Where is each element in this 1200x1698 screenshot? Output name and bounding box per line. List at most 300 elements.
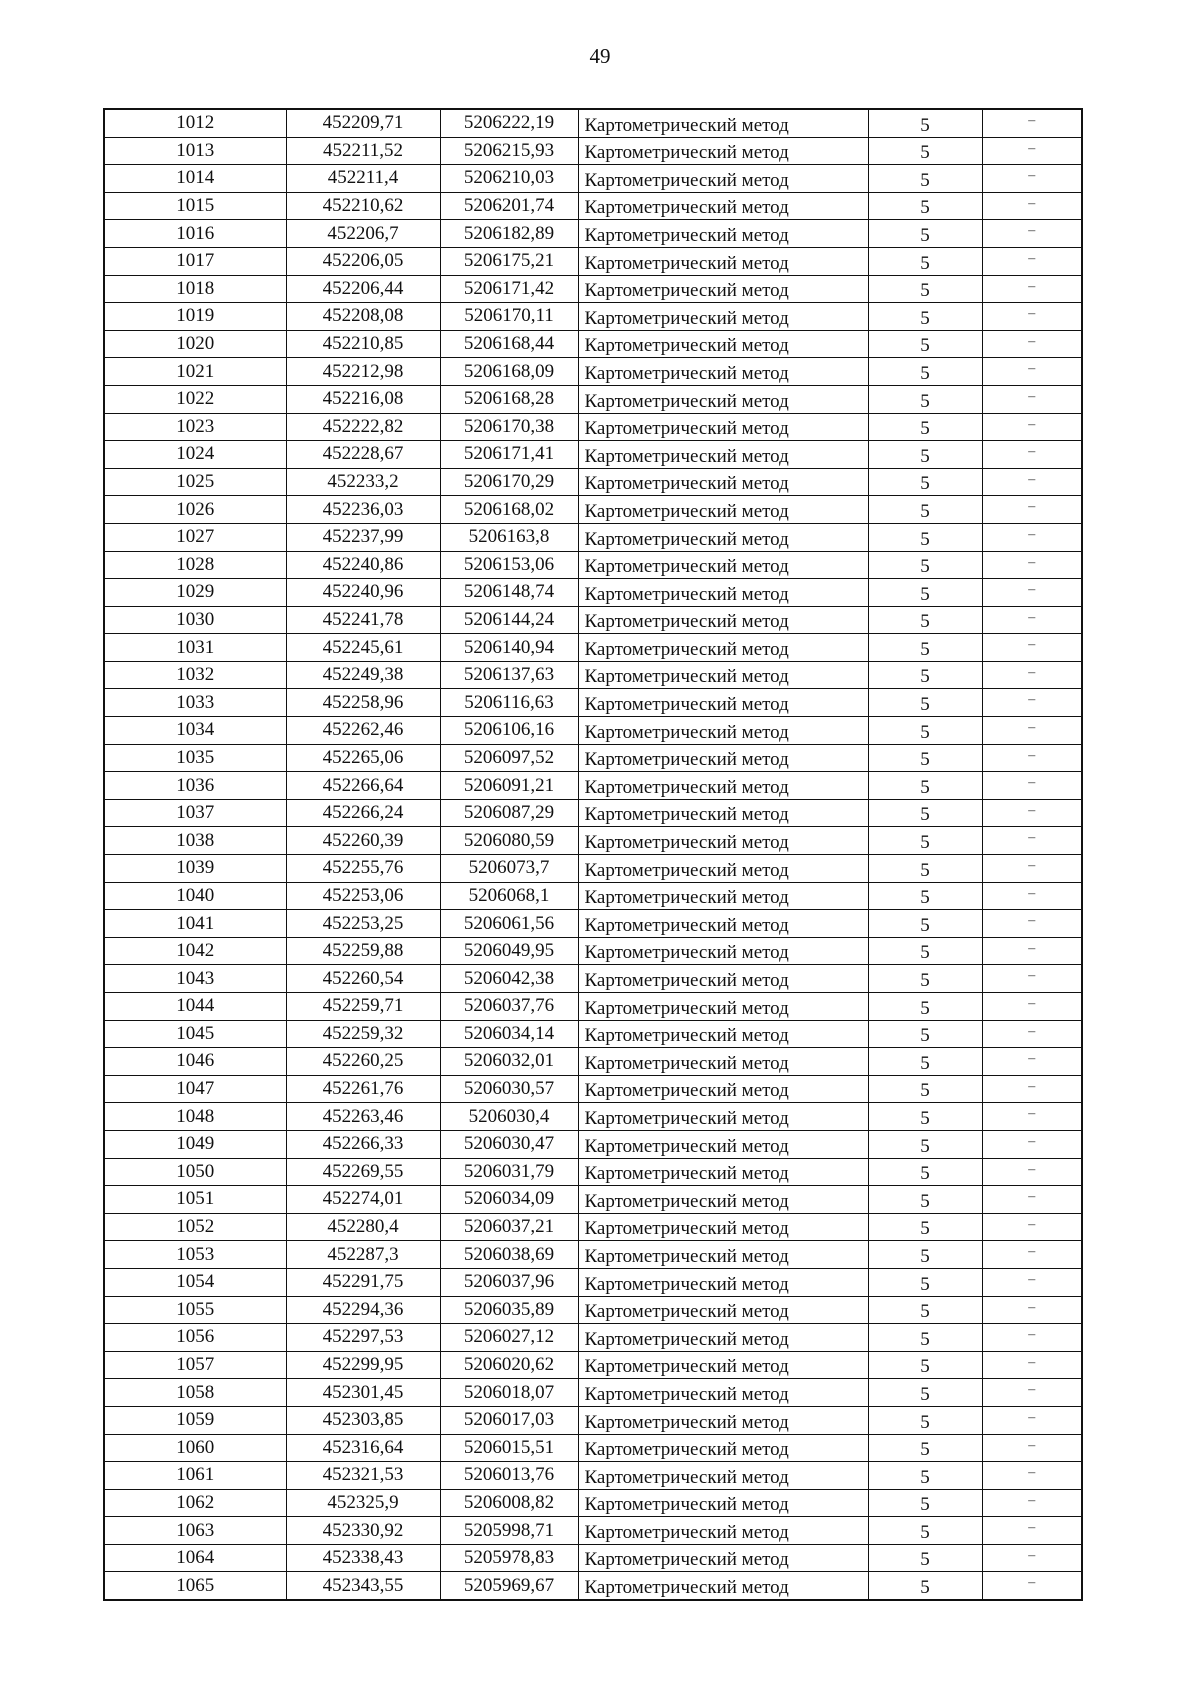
- y-coordinate-cell: 5206182,89: [440, 220, 578, 248]
- method-cell: Картометрический метод: [578, 634, 868, 662]
- x-coordinate-cell: 452259,88: [286, 937, 440, 965]
- accuracy-cell: 5: [868, 441, 982, 469]
- point-number-cell: 1032: [104, 661, 286, 689]
- method-cell: Картометрический метод: [578, 882, 868, 910]
- y-coordinate-cell: 5206008,82: [440, 1489, 578, 1517]
- accuracy-cell: 5: [868, 385, 982, 413]
- note-cell: –: [982, 1434, 1082, 1462]
- method-cell: Картометрический метод: [578, 330, 868, 358]
- table-row: [104, 247, 1082, 275]
- point-number-cell: 1042: [104, 937, 286, 965]
- accuracy-cell: 5: [868, 1434, 982, 1462]
- table-row: [104, 606, 1082, 634]
- method-cell: Картометрический метод: [578, 1296, 868, 1324]
- y-coordinate-cell: 5206168,28: [440, 385, 578, 413]
- y-coordinate-cell: 5206073,7: [440, 855, 578, 883]
- point-number-cell: 1019: [104, 303, 286, 331]
- note-cell: –: [982, 1241, 1082, 1269]
- note-cell: –: [982, 965, 1082, 993]
- y-coordinate-cell: 5206137,63: [440, 661, 578, 689]
- table-row: [104, 661, 1082, 689]
- x-coordinate-cell: 452211,52: [286, 137, 440, 165]
- y-coordinate-cell: 5206034,09: [440, 1186, 578, 1214]
- method-cell: Картометрический метод: [578, 579, 868, 607]
- point-number-cell: 1014: [104, 165, 286, 193]
- table-row: [104, 827, 1082, 855]
- x-coordinate-cell: 452269,55: [286, 1158, 440, 1186]
- point-number-cell: 1046: [104, 1048, 286, 1076]
- note-cell: –: [982, 1517, 1082, 1545]
- table-row: [104, 109, 1082, 137]
- method-cell: Картометрический метод: [578, 855, 868, 883]
- note-cell: –: [982, 385, 1082, 413]
- accuracy-cell: 5: [868, 634, 982, 662]
- x-coordinate-cell: 452294,36: [286, 1296, 440, 1324]
- x-coordinate-cell: 452212,98: [286, 358, 440, 386]
- note-cell: –: [982, 799, 1082, 827]
- point-number-cell: 1033: [104, 689, 286, 717]
- point-number-cell: 1062: [104, 1489, 286, 1517]
- note-cell: –: [982, 220, 1082, 248]
- y-coordinate-cell: 5206037,96: [440, 1268, 578, 1296]
- x-coordinate-cell: 452206,05: [286, 247, 440, 275]
- point-number-cell: 1015: [104, 192, 286, 220]
- x-coordinate-cell: 452303,85: [286, 1406, 440, 1434]
- table-row: [104, 275, 1082, 303]
- y-coordinate-cell: 5206031,79: [440, 1158, 578, 1186]
- table-row: [104, 441, 1082, 469]
- table-row: [104, 220, 1082, 248]
- point-number-cell: 1059: [104, 1406, 286, 1434]
- note-cell: –: [982, 717, 1082, 745]
- y-coordinate-cell: 5205998,71: [440, 1517, 578, 1545]
- accuracy-cell: 5: [868, 1186, 982, 1214]
- table-row: [104, 1241, 1082, 1269]
- x-coordinate-cell: 452253,25: [286, 910, 440, 938]
- x-coordinate-cell: 452211,4: [286, 165, 440, 193]
- method-cell: Картометрический метод: [578, 523, 868, 551]
- x-coordinate-cell: 452206,44: [286, 275, 440, 303]
- x-coordinate-cell: 452280,4: [286, 1213, 440, 1241]
- accuracy-cell: 5: [868, 247, 982, 275]
- accuracy-cell: 5: [868, 579, 982, 607]
- point-number-cell: 1049: [104, 1130, 286, 1158]
- table-row: [104, 634, 1082, 662]
- x-coordinate-cell: 452261,76: [286, 1075, 440, 1103]
- note-cell: –: [982, 579, 1082, 607]
- point-number-cell: 1056: [104, 1324, 286, 1352]
- point-number-cell: 1060: [104, 1434, 286, 1462]
- note-cell: –: [982, 496, 1082, 524]
- method-cell: Картометрический метод: [578, 413, 868, 441]
- y-coordinate-cell: 5206018,07: [440, 1379, 578, 1407]
- y-coordinate-cell: 5206068,1: [440, 882, 578, 910]
- x-coordinate-cell: 452325,9: [286, 1489, 440, 1517]
- method-cell: Картометрический метод: [578, 799, 868, 827]
- point-number-cell: 1050: [104, 1158, 286, 1186]
- accuracy-cell: 5: [868, 137, 982, 165]
- point-number-cell: 1030: [104, 606, 286, 634]
- table-row: [104, 330, 1082, 358]
- x-coordinate-cell: 452222,82: [286, 413, 440, 441]
- x-coordinate-cell: 452237,99: [286, 523, 440, 551]
- accuracy-cell: 5: [868, 1296, 982, 1324]
- accuracy-cell: 5: [868, 993, 982, 1021]
- table-row: [104, 165, 1082, 193]
- y-coordinate-cell: 5206013,76: [440, 1462, 578, 1490]
- note-cell: –: [982, 358, 1082, 386]
- table-row: [104, 1489, 1082, 1517]
- note-cell: –: [982, 303, 1082, 331]
- note-cell: –: [982, 1462, 1082, 1490]
- table-row: [104, 385, 1082, 413]
- note-cell: –: [982, 137, 1082, 165]
- table-row: [104, 579, 1082, 607]
- x-coordinate-cell: 452210,62: [286, 192, 440, 220]
- x-coordinate-cell: 452259,71: [286, 993, 440, 1021]
- y-coordinate-cell: 5205969,67: [440, 1572, 578, 1600]
- coordinates-table-body: [104, 109, 1082, 1600]
- method-cell: Картометрический метод: [578, 192, 868, 220]
- note-cell: –: [982, 275, 1082, 303]
- method-cell: Картометрический метод: [578, 303, 868, 331]
- method-cell: Картометрический метод: [578, 1517, 868, 1545]
- method-cell: Картометрический метод: [578, 937, 868, 965]
- x-coordinate-cell: 452263,46: [286, 1103, 440, 1131]
- method-cell: Картометрический метод: [578, 358, 868, 386]
- x-coordinate-cell: 452240,96: [286, 579, 440, 607]
- note-cell: –: [982, 661, 1082, 689]
- note-cell: –: [982, 1048, 1082, 1076]
- method-cell: Картометрический метод: [578, 1103, 868, 1131]
- y-coordinate-cell: 5206087,29: [440, 799, 578, 827]
- method-cell: Картометрический метод: [578, 468, 868, 496]
- point-number-cell: 1054: [104, 1268, 286, 1296]
- accuracy-cell: 5: [868, 1544, 982, 1572]
- x-coordinate-cell: 452301,45: [286, 1379, 440, 1407]
- method-cell: Картометрический метод: [578, 1130, 868, 1158]
- method-cell: Картометрический метод: [578, 1462, 868, 1490]
- y-coordinate-cell: 5206201,74: [440, 192, 578, 220]
- method-cell: Картометрический метод: [578, 1324, 868, 1352]
- accuracy-cell: 5: [868, 413, 982, 441]
- x-coordinate-cell: 452208,08: [286, 303, 440, 331]
- accuracy-cell: 5: [868, 1379, 982, 1407]
- accuracy-cell: 5: [868, 1130, 982, 1158]
- note-cell: –: [982, 413, 1082, 441]
- note-cell: –: [982, 606, 1082, 634]
- note-cell: –: [982, 910, 1082, 938]
- point-number-cell: 1021: [104, 358, 286, 386]
- x-coordinate-cell: 452236,03: [286, 496, 440, 524]
- table-row: [104, 1186, 1082, 1214]
- note-cell: –: [982, 744, 1082, 772]
- point-number-cell: 1064: [104, 1544, 286, 1572]
- x-coordinate-cell: 452210,85: [286, 330, 440, 358]
- note-cell: –: [982, 1489, 1082, 1517]
- y-coordinate-cell: 5206038,69: [440, 1241, 578, 1269]
- y-coordinate-cell: 5206030,57: [440, 1075, 578, 1103]
- table-row: [104, 993, 1082, 1021]
- table-row: [104, 1324, 1082, 1352]
- x-coordinate-cell: 452260,25: [286, 1048, 440, 1076]
- y-coordinate-cell: 5206170,29: [440, 468, 578, 496]
- table-row: [104, 137, 1082, 165]
- y-coordinate-cell: 5206175,21: [440, 247, 578, 275]
- method-cell: Картометрический метод: [578, 1544, 868, 1572]
- table-row: [104, 1351, 1082, 1379]
- table-row: [104, 744, 1082, 772]
- method-cell: Картометрический метод: [578, 1489, 868, 1517]
- point-number-cell: 1048: [104, 1103, 286, 1131]
- table-row: [104, 523, 1082, 551]
- x-coordinate-cell: 452262,46: [286, 717, 440, 745]
- note-cell: –: [982, 634, 1082, 662]
- accuracy-cell: 5: [868, 496, 982, 524]
- accuracy-cell: 5: [868, 1103, 982, 1131]
- table-row: [104, 1020, 1082, 1048]
- accuracy-cell: 5: [868, 717, 982, 745]
- y-coordinate-cell: 5206106,16: [440, 717, 578, 745]
- method-cell: Картометрический метод: [578, 551, 868, 579]
- y-coordinate-cell: 5206170,38: [440, 413, 578, 441]
- table-row: [104, 413, 1082, 441]
- point-number-cell: 1017: [104, 247, 286, 275]
- x-coordinate-cell: 452241,78: [286, 606, 440, 634]
- y-coordinate-cell: 5206034,14: [440, 1020, 578, 1048]
- accuracy-cell: 5: [868, 772, 982, 800]
- x-coordinate-cell: 452321,53: [286, 1462, 440, 1490]
- method-cell: Картометрический метод: [578, 496, 868, 524]
- x-coordinate-cell: 452216,08: [286, 385, 440, 413]
- note-cell: –: [982, 1544, 1082, 1572]
- x-coordinate-cell: 452249,38: [286, 661, 440, 689]
- method-cell: Картометрический метод: [578, 1158, 868, 1186]
- x-coordinate-cell: 452266,64: [286, 772, 440, 800]
- x-coordinate-cell: 452338,43: [286, 1544, 440, 1572]
- note-cell: –: [982, 882, 1082, 910]
- accuracy-cell: 5: [868, 1572, 982, 1600]
- table-row: [104, 192, 1082, 220]
- accuracy-cell: 5: [868, 1406, 982, 1434]
- accuracy-cell: 5: [868, 192, 982, 220]
- accuracy-cell: 5: [868, 551, 982, 579]
- point-number-cell: 1053: [104, 1241, 286, 1269]
- point-number-cell: 1027: [104, 523, 286, 551]
- table-row: [104, 937, 1082, 965]
- y-coordinate-cell: 5206061,56: [440, 910, 578, 938]
- point-number-cell: 1013: [104, 137, 286, 165]
- method-cell: Картометрический метод: [578, 1048, 868, 1076]
- method-cell: Картометрический метод: [578, 1075, 868, 1103]
- method-cell: Картометрический метод: [578, 910, 868, 938]
- note-cell: –: [982, 1572, 1082, 1600]
- table-row: [104, 1406, 1082, 1434]
- y-coordinate-cell: 5206030,47: [440, 1130, 578, 1158]
- point-number-cell: 1052: [104, 1213, 286, 1241]
- accuracy-cell: 5: [868, 661, 982, 689]
- point-number-cell: 1055: [104, 1296, 286, 1324]
- point-number-cell: 1028: [104, 551, 286, 579]
- method-cell: Картометрический метод: [578, 717, 868, 745]
- note-cell: –: [982, 1406, 1082, 1434]
- y-coordinate-cell: 5206091,21: [440, 772, 578, 800]
- x-coordinate-cell: 452274,01: [286, 1186, 440, 1214]
- point-number-cell: 1041: [104, 910, 286, 938]
- point-number-cell: 1040: [104, 882, 286, 910]
- x-coordinate-cell: 452266,24: [286, 799, 440, 827]
- table-row: [104, 496, 1082, 524]
- point-number-cell: 1018: [104, 275, 286, 303]
- point-number-cell: 1031: [104, 634, 286, 662]
- method-cell: Картометрический метод: [578, 275, 868, 303]
- x-coordinate-cell: 452253,06: [286, 882, 440, 910]
- accuracy-cell: 5: [868, 1020, 982, 1048]
- method-cell: Картометрический метод: [578, 1434, 868, 1462]
- accuracy-cell: 5: [868, 1351, 982, 1379]
- note-cell: –: [982, 192, 1082, 220]
- point-number-cell: 1061: [104, 1462, 286, 1490]
- point-number-cell: 1024: [104, 441, 286, 469]
- accuracy-cell: 5: [868, 358, 982, 386]
- table-row: [104, 1130, 1082, 1158]
- coordinates-table: [103, 108, 1083, 1601]
- table-row: [104, 1517, 1082, 1545]
- x-coordinate-cell: 452287,3: [286, 1241, 440, 1269]
- method-cell: Картометрический метод: [578, 744, 868, 772]
- method-cell: Картометрический метод: [578, 1241, 868, 1269]
- x-coordinate-cell: 452206,7: [286, 220, 440, 248]
- y-coordinate-cell: 5206116,63: [440, 689, 578, 717]
- x-coordinate-cell: 452291,75: [286, 1268, 440, 1296]
- page-number: 49: [589, 44, 611, 68]
- accuracy-cell: 5: [868, 165, 982, 193]
- table-row: [104, 551, 1082, 579]
- accuracy-cell: 5: [868, 1268, 982, 1296]
- point-number-cell: 1063: [104, 1517, 286, 1545]
- note-cell: –: [982, 165, 1082, 193]
- table-row: [104, 1462, 1082, 1490]
- note-cell: –: [982, 247, 1082, 275]
- y-coordinate-cell: 5206015,51: [440, 1434, 578, 1462]
- point-number-cell: 1038: [104, 827, 286, 855]
- method-cell: Картометрический метод: [578, 109, 868, 137]
- point-number-cell: 1020: [104, 330, 286, 358]
- point-number-cell: 1044: [104, 993, 286, 1021]
- x-coordinate-cell: 452297,53: [286, 1324, 440, 1352]
- accuracy-cell: 5: [868, 744, 982, 772]
- point-number-cell: 1065: [104, 1572, 286, 1600]
- method-cell: Картометрический метод: [578, 772, 868, 800]
- table-row: [104, 717, 1082, 745]
- note-cell: –: [982, 772, 1082, 800]
- method-cell: Картометрический метод: [578, 1406, 868, 1434]
- x-coordinate-cell: 452266,33: [286, 1130, 440, 1158]
- note-cell: –: [982, 468, 1082, 496]
- accuracy-cell: 5: [868, 220, 982, 248]
- method-cell: Картометрический метод: [578, 965, 868, 993]
- note-cell: –: [982, 109, 1082, 137]
- x-coordinate-cell: 452330,92: [286, 1517, 440, 1545]
- y-coordinate-cell: 5205978,83: [440, 1544, 578, 1572]
- accuracy-cell: 5: [868, 109, 982, 137]
- note-cell: –: [982, 827, 1082, 855]
- method-cell: Картометрический метод: [578, 1268, 868, 1296]
- accuracy-cell: 5: [868, 689, 982, 717]
- note-cell: –: [982, 1130, 1082, 1158]
- y-coordinate-cell: 5206037,21: [440, 1213, 578, 1241]
- y-coordinate-cell: 5206222,19: [440, 109, 578, 137]
- accuracy-cell: 5: [868, 606, 982, 634]
- method-cell: Картометрический метод: [578, 606, 868, 634]
- table-row: [104, 1213, 1082, 1241]
- note-cell: –: [982, 1020, 1082, 1048]
- y-coordinate-cell: 5206171,42: [440, 275, 578, 303]
- note-cell: –: [982, 1268, 1082, 1296]
- note-cell: –: [982, 689, 1082, 717]
- point-number-cell: 1051: [104, 1186, 286, 1214]
- method-cell: Картометрический метод: [578, 1186, 868, 1214]
- y-coordinate-cell: 5206030,4: [440, 1103, 578, 1131]
- table-row: [104, 303, 1082, 331]
- y-coordinate-cell: 5206168,02: [440, 496, 578, 524]
- method-cell: Картометрический метод: [578, 1213, 868, 1241]
- note-cell: –: [982, 1296, 1082, 1324]
- accuracy-cell: 5: [868, 303, 982, 331]
- point-number-cell: 1012: [104, 109, 286, 137]
- x-coordinate-cell: 452343,55: [286, 1572, 440, 1600]
- table-row: [104, 965, 1082, 993]
- accuracy-cell: 5: [868, 468, 982, 496]
- y-coordinate-cell: 5206148,74: [440, 579, 578, 607]
- table-row: [104, 1572, 1082, 1600]
- accuracy-cell: 5: [868, 1048, 982, 1076]
- y-coordinate-cell: 5206017,03: [440, 1406, 578, 1434]
- note-cell: –: [982, 1379, 1082, 1407]
- y-coordinate-cell: 5206020,62: [440, 1351, 578, 1379]
- x-coordinate-cell: 452316,64: [286, 1434, 440, 1462]
- accuracy-cell: 5: [868, 1517, 982, 1545]
- y-coordinate-cell: 5206163,8: [440, 523, 578, 551]
- table-row: [104, 910, 1082, 938]
- y-coordinate-cell: 5206171,41: [440, 441, 578, 469]
- method-cell: Картометрический метод: [578, 689, 868, 717]
- accuracy-cell: 5: [868, 937, 982, 965]
- method-cell: Картометрический метод: [578, 1572, 868, 1600]
- table-row: [104, 799, 1082, 827]
- accuracy-cell: 5: [868, 523, 982, 551]
- note-cell: –: [982, 441, 1082, 469]
- accuracy-cell: 5: [868, 275, 982, 303]
- note-cell: –: [982, 523, 1082, 551]
- note-cell: –: [982, 855, 1082, 883]
- y-coordinate-cell: 5206170,11: [440, 303, 578, 331]
- table-row: [104, 1544, 1082, 1572]
- note-cell: –: [982, 1075, 1082, 1103]
- accuracy-cell: 5: [868, 965, 982, 993]
- point-number-cell: 1035: [104, 744, 286, 772]
- table-row: [104, 1268, 1082, 1296]
- table-row: [104, 1103, 1082, 1131]
- x-coordinate-cell: 452233,2: [286, 468, 440, 496]
- note-cell: –: [982, 1103, 1082, 1131]
- point-number-cell: 1029: [104, 579, 286, 607]
- note-cell: –: [982, 937, 1082, 965]
- accuracy-cell: 5: [868, 799, 982, 827]
- point-number-cell: 1058: [104, 1379, 286, 1407]
- point-number-cell: 1025: [104, 468, 286, 496]
- table-row: [104, 1158, 1082, 1186]
